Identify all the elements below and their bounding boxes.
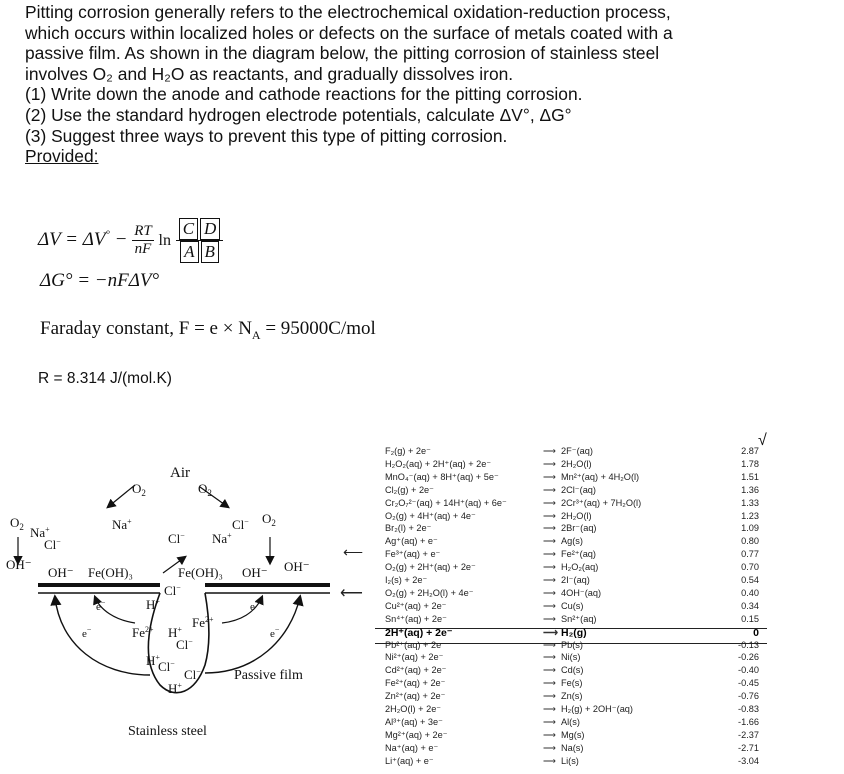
reduction-potential-table [375,440,775,774]
nernst-numerator: RT [134,223,152,239]
standard-potential: 2.87 [741,446,759,456]
concentration-fraction [176,218,224,263]
reaction-arrow: ⟶ [543,626,559,639]
standard-potential: -0.45 [738,678,759,689]
svg-text:H+: H+ [146,597,160,612]
half-reaction-products: Cd(s) [561,665,584,676]
reaction-arrow: ⟶ [543,755,557,766]
check-mark: √ [758,432,767,449]
reaction-arrow: ⟶ [543,523,557,534]
half-reaction-products: Zn(s) [561,691,583,702]
reaction-arrow: ⟶ [543,497,557,508]
reaction-arrow: ⟶ [543,510,557,521]
reaction-arrow: ⟶ [543,652,557,663]
diagram-labels [6,465,310,739]
reaction-arrow: ⟶ [543,562,557,573]
feoh-left: Fe(OH)₃ [88,565,133,580]
standard-potential: 1.51 [741,471,759,482]
half-reaction-products: 2I⁻(aq) [561,575,590,585]
air-label: Air [170,465,190,481]
half-reaction-reactants: Cr₂O₇²⁻(aq) + 14H⁺(aq) + 6e⁻ [385,497,507,508]
svg-text:H+: H+ [168,681,182,696]
reaction-arrow: ⟶ [543,639,557,650]
half-reaction-reactants: 2H₂O(l) + 2e⁻ [385,704,442,714]
half-reaction-reactants: Cd²⁺(aq) + 2e⁻ [385,665,447,676]
conc-d: D [200,218,220,240]
standard-potential: -0.26 [738,652,759,663]
reaction-arrow: ⟶ [543,691,557,702]
standard-potential: 1.36 [741,484,759,495]
half-reaction-reactants: MnO₄⁻(aq) + 8H⁺(aq) + 5e⁻ [385,471,499,482]
pointer-arrow: ⟵ [343,544,364,560]
svg-text:e−: e− [82,625,92,640]
faraday-value: = 95000C/mol [260,318,376,339]
standard-potential: -3.04 [738,755,759,766]
svg-text:O2: $O_2$ [262,511,276,528]
nernst-minus: − [114,228,128,250]
question-line: passive film. As shown in the diagram below, the pitting corrosion of stainless steel [25,43,660,64]
standard-potential: 0.15 [741,613,759,624]
reaction-arrow: ⟶ [543,742,557,753]
svg-text:Na+: Na+ [212,531,232,546]
svg-text:H+: H+ [146,653,160,668]
o2-arrow-3 [108,485,135,507]
half-reaction-products: 2H₂O(l) [561,458,592,469]
svg-text:Na+: Na+ [30,525,50,540]
standard-potential: 0.34 [741,600,759,611]
half-reaction-products: Mg(s) [561,729,585,740]
svg-text:O2: $O_2$ [132,481,146,498]
standard-potential: -0.13 [738,639,759,650]
half-reaction-products: Cu(s) [561,600,584,611]
half-reaction-reactants: Ni²⁺(aq) + 2e⁻ [385,652,444,663]
pitting-diagram [0,445,360,765]
faraday-sub: A [251,327,261,342]
svg-text:Fe2+: $Fe^{2+}$ [192,615,214,630]
svg-text:Cl−: Cl− [44,537,61,552]
pointer-arrow-2: ⟵ [340,585,363,602]
conc-a: A [180,241,198,263]
half-reaction-products: Mn²⁺(aq) + 4H₂O(l) [561,471,640,482]
question-line: Pitting corrosion generally refers to the electrochemical oxidation-reduction process, [25,2,671,22]
provided-heading: Provided: [25,146,99,167]
svg-text:Fe2+: $Fe^{2+}$ [132,625,154,640]
nernst-ln: ln [158,231,171,249]
conc-c: C [179,218,198,240]
half-reaction-products: H₂(g) [561,626,587,639]
reaction-arrow: ⟶ [543,549,557,560]
half-reaction-reactants: Fe²⁺(aq) + 2e⁻ [385,678,446,689]
standard-potential: 1.09 [741,523,759,534]
svg-text:Cl−: Cl− [232,517,249,532]
reaction-arrow: ⟶ [543,471,557,482]
svg-text:O2: $O_2$ [198,481,212,498]
half-reaction-products: H₂(g) + 2OH⁻(aq) [561,704,633,714]
half-reaction-products: 2Br⁻(aq) [561,523,597,534]
svg-text:e−: e− [250,598,260,613]
half-reaction-reactants: 2H⁺(aq) + 2e⁻ [385,626,453,639]
standard-potential: -0.76 [738,691,759,702]
svg-text:O2: $O_2$ [10,515,24,532]
standard-potential: -0.83 [738,704,759,714]
reaction-arrow: ⟶ [543,600,557,611]
half-reaction-reactants: Pb²⁺(aq) + 2e⁻ [385,639,447,650]
stainless-steel-label: Stainless steel [128,724,207,739]
standard-potential: -0.40 [738,665,759,676]
svg-text:Na+: Na+ [112,517,132,532]
half-reaction-reactants: Fe³⁺(aq) + e⁻ [385,549,441,560]
half-reaction-products: Fe²⁺(aq) [561,549,596,560]
reaction-arrow: ⟶ [543,536,557,547]
standard-potential: 0.40 [741,587,759,598]
conc-b: B [201,241,219,263]
oh-left-1: OH⁻ [6,557,32,572]
half-reaction-reactants: Cl₂(g) + 2e⁻ [385,484,435,495]
half-reaction-products: H₂O₂(aq) [561,562,599,573]
half-reaction-reactants: Cu²⁺(aq) + 2e⁻ [385,600,447,611]
gibbs-equation: ΔG° = −nFΔV° [40,270,160,291]
nernst-lhs: ΔV = ΔV [38,228,106,250]
nernst-denominator: nF [134,241,152,257]
reaction-arrow: ⟶ [543,716,557,727]
half-reaction-products: Pb(s) [561,639,583,650]
feoh-right: Fe(OH)₃ [178,565,223,580]
svg-text:e−: e− [270,625,280,640]
svg-text:H+: H+ [168,625,182,640]
half-reaction-reactants: O₂(g) + 4H⁺(aq) + 4e⁻ [385,510,476,521]
gas-constant: R = 8.314 J/(mol.K) [38,370,172,387]
standard-potential: -2.71 [738,742,759,753]
standard-potential: 1.78 [741,458,759,469]
standard-potential: 1.23 [741,510,759,521]
reaction-arrow: ⟶ [543,665,557,676]
faraday-constant [40,318,376,343]
half-reaction-products: 4OH⁻(aq) [561,587,602,598]
half-reaction-reactants: Li⁺(aq) + e⁻ [385,755,434,766]
oh-right-1: OH⁻ [242,565,268,580]
svg-text:Cl−: Cl− [176,637,193,652]
half-reaction-products: Al(s) [561,716,580,727]
reaction-arrow: ⟶ [543,587,557,598]
passive-film-label: Passive film [234,668,303,683]
standard-potential: -1.66 [738,716,759,727]
svg-text:Cl−: Cl− [158,659,175,674]
standard-potential: 0.54 [741,575,759,585]
nernst-equation: ΔV = ΔV° − $\frac{RT}{nF}$ ln $\frac{\text{C D}}{\text{A B}}$ [38,218,223,263]
reaction-arrow: ⟶ [543,613,557,624]
standard-potential: 0 [753,626,759,639]
half-reaction-reactants: Al³⁺(aq) + 3e⁻ [385,716,443,727]
half-reaction-reactants: Zn²⁺(aq) + 2e⁻ [385,691,446,702]
half-reaction-products: 2Cr³⁺(aq) + 7H₂O(l) [561,497,642,508]
half-reaction-products: Ag(s) [561,536,583,547]
half-reaction-reactants: Sn⁴⁺(aq) + 2e⁻ [385,613,447,624]
standard-potential: 0.70 [741,562,759,573]
reaction-arrow: ⟶ [543,484,557,495]
half-reaction-reactants: Mg²⁺(aq) + 2e⁻ [385,729,448,740]
question-text [25,2,825,167]
nernst-fraction [132,223,154,258]
reaction-arrow: ⟶ [543,704,557,714]
half-reaction-reactants: H₂O₂(aq) + 2H⁺(aq) + 2e⁻ [385,458,492,469]
half-reaction-products: 2H₂O(l) [561,510,592,521]
half-reaction-reactants: Ag⁺(aq) + e⁻ [385,536,438,547]
passive-film-lines [38,585,330,593]
half-reaction-products: Sn²⁺(aq) [561,613,597,624]
svg-text:Cl−: Cl− [184,667,201,682]
question-part-2: (2) Use the standard hydrogen electrode potentials, calculate ΔV°, ΔG° [25,104,572,125]
reaction-arrow: ⟶ [543,575,557,585]
standard-potential: 1.33 [741,497,759,508]
oh-right-2: OH⁻ [284,559,310,574]
half-reaction-reactants: O₂(g) + 2H₂O(l) + 4e⁻ [385,587,474,598]
half-reaction-products: 2Cl⁻(aq) [561,484,596,495]
half-reaction-products: Fe(s) [561,678,583,689]
reaction-arrow: ⟶ [543,729,557,740]
svg-text:e−: e− [96,598,106,613]
half-reaction-reactants: I₂(s) + 2e⁻ [385,575,428,585]
half-reaction-products: Li(s) [561,755,579,766]
half-reaction-reactants: O₂(g) + 2H⁺(aq) + 2e⁻ [385,562,476,573]
half-reaction-reactants: Na⁺(aq) + e⁻ [385,742,439,753]
svg-text:Cl−: Cl− [164,583,181,598]
half-reaction-products: 2F⁻(aq) [561,446,593,456]
standard-potential: -2.37 [738,729,759,740]
question-line: involves O₂ and H₂O as reactants, and gradually dissolves iron. [25,63,514,84]
standard-potential: 0.77 [741,549,759,560]
reaction-arrow: ⟶ [543,458,557,469]
reaction-arrow: ⟶ [543,446,557,456]
question-part-1: (1) Write down the anode and cathode reactions for the pitting corrosion. [25,84,583,105]
half-reaction-reactants: Br₂(l) + 2e⁻ [385,523,432,534]
reaction-arrow: ⟶ [543,678,557,689]
standard-potential: 0.80 [741,536,759,547]
svg-text:Cl−: Cl− [168,531,185,546]
oh-left-2: OH⁻ [48,565,74,580]
faraday-text: Faraday constant, F = e × N [40,318,252,339]
question-line: which occurs within localized holes or defects on the surface of metals coated with a [25,22,673,43]
half-reaction-products: Ni(s) [561,652,581,663]
half-reaction-products: Na(s) [561,742,584,753]
question-part-3: (3) Suggest three ways to prevent this type of pitting corrosion. [25,125,508,146]
half-reaction-reactants: F₂(g) + 2e⁻ [385,446,431,456]
